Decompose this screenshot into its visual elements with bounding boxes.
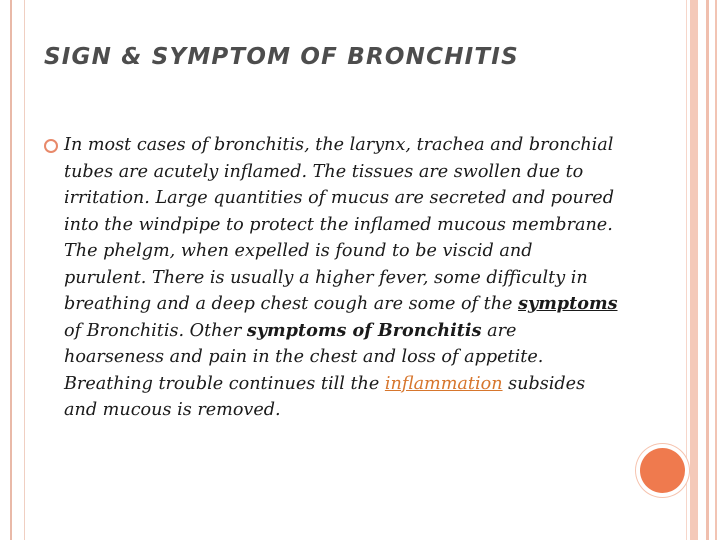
paragraph-text-4: subsides and mucous is removed. — [64, 373, 586, 420]
right-bar-thin — [715, 0, 717, 540]
right-thin-line — [686, 0, 687, 540]
paragraph-text-2: of Bronchitis. Other — [64, 320, 247, 341]
symptoms-link[interactable]: symptoms — [518, 293, 618, 314]
slide-title: SIGN & SYMPTOM OF BRONCHITIS — [44, 44, 519, 70]
bullet-item — [44, 132, 624, 424]
bold-symptoms-phrase: symptoms of Bronchitis — [246, 319, 482, 341]
inflammation-link[interactable]: inflammation — [384, 373, 503, 394]
right-bar-wide — [690, 0, 698, 540]
decorative-circle — [640, 448, 685, 493]
paragraph-text-3: are hoarseness and pain in the chest and loss of appetite. Breathing trouble continues till the — [64, 320, 544, 394]
right-decorative-bars — [686, 0, 720, 540]
bullet-paragraph — [64, 132, 619, 424]
paragraph-text-1: In most cases of bronchitis, the larynx, trachea and bronchial tubes are acutely inflamed. The tissues are swollen due to irritation. Large quantities of mucus are secreted and poured into the windpipe to protect the inflamed mucous membrane. The phelgm, when expelled is found to be viscid and purulent. There is usually a higher fever, some difficulty in breathing and a deep chest cough are some of the — [64, 135, 614, 314]
right-bar-mid — [706, 0, 709, 540]
circle-bullet-icon — [44, 139, 58, 153]
